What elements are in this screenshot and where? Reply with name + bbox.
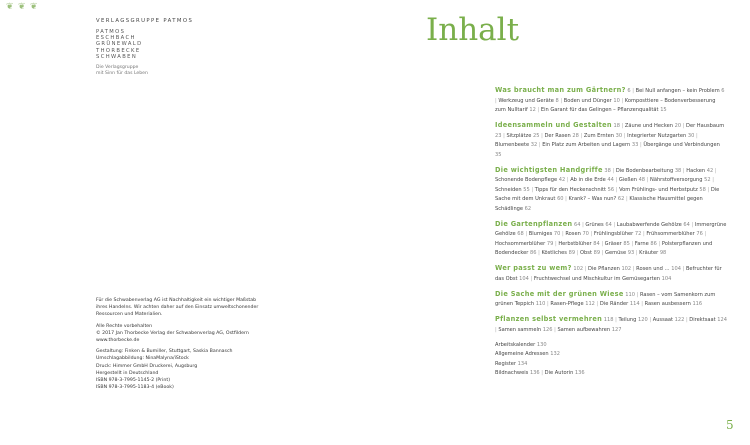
separator: | <box>563 196 569 202</box>
page-ref: 68 <box>517 231 524 237</box>
page-ref: 136 <box>574 370 585 376</box>
separator: | <box>634 291 640 298</box>
toc-entry: Farne <box>634 240 649 247</box>
page-ref: 42 <box>706 167 714 174</box>
separator: | <box>594 301 600 307</box>
separator: | <box>656 240 662 247</box>
page-ref: 35 <box>495 151 502 158</box>
toc-entry: Hacken <box>686 167 706 174</box>
toc-entry: Blumenbeete <box>495 142 530 148</box>
page-ref: 48 <box>638 177 646 183</box>
separator: | <box>681 167 687 174</box>
separator: | <box>560 231 566 237</box>
separator: | <box>575 250 581 256</box>
separator: | <box>629 240 635 247</box>
toc-entry: Frühlingsblüher <box>593 231 634 237</box>
table-of-contents <box>495 86 727 379</box>
colophon <box>96 297 276 395</box>
toc-entry: Tipps für den Heckenschnitt <box>534 186 606 193</box>
toc-entry: Der Hausbaum <box>686 123 725 129</box>
toc-entry: Grünes <box>585 221 604 228</box>
page-ref: 104 <box>671 266 681 272</box>
toc-entry: Komposttiere – Bodenverbesserung zum Nulltarif <box>495 97 716 113</box>
page-ref: 12 <box>529 107 536 113</box>
page-ref: 70 <box>582 231 589 237</box>
toc-entry: Rasen-Pflege <box>550 301 584 307</box>
toc-entry: Bildnachweis <box>495 370 529 376</box>
imprint-item: ESCHBACH <box>96 35 136 42</box>
page-ref: 42 <box>558 177 566 183</box>
page-ref: 118 <box>603 317 614 323</box>
separator: | <box>599 240 605 247</box>
page-ref: 44 <box>607 177 614 183</box>
separator: | <box>495 326 499 333</box>
separator: | <box>638 142 644 148</box>
page-ref: 122 <box>674 317 685 323</box>
appendix-line <box>495 341 727 351</box>
page-ref: 28 <box>572 132 579 139</box>
page-ref: 10 <box>613 97 620 104</box>
toc-entry: Arbeitskalender <box>495 341 536 348</box>
page-ref: 84 <box>593 240 600 247</box>
toc-entry: Immergrüne Gehölze <box>495 221 727 237</box>
toc-entry: Fruchtwechsel und Mischkultur im Gemüsegarten <box>533 275 660 282</box>
toc-entry: Die Pflanzen <box>588 266 620 272</box>
credit-line: ISBN 978-3-7995-1145-2 (Print) <box>96 378 171 384</box>
toc-entry: Aussaat <box>652 317 673 323</box>
credits <box>96 348 276 391</box>
appendix-line <box>495 360 727 370</box>
toc-entry: Die Ränder <box>599 301 629 307</box>
toc-section <box>495 166 727 215</box>
publisher-name: VERLAGSGRUPPE PATMOS <box>96 18 194 24</box>
page-ref: 104 <box>661 275 672 282</box>
toc-entry: Die Bodenbearbeitung <box>615 167 674 174</box>
toc-entry: Gießen <box>618 177 637 183</box>
toc-entry: Ein Platz zum Arbeiten und Lagern <box>542 142 631 148</box>
page-ref: 102 <box>621 266 632 272</box>
page-ref: 79 <box>546 240 554 247</box>
page-ref: 134 <box>517 360 528 367</box>
toc-entry: Rasen – vom Samenkorn zum grünen Teppich <box>495 291 716 307</box>
imprint-list <box>96 29 296 60</box>
imprint-item: SCHWABEN <box>96 53 138 60</box>
page-ref: 110 <box>625 291 635 298</box>
toc-entry: Die Autorin <box>544 370 574 376</box>
page-ref: 136 <box>529 370 540 376</box>
toc-entry: Hochsommerblüher <box>495 240 546 247</box>
toc-entry: Ab in die Erde <box>570 177 606 183</box>
leaf-icon: ❦ <box>18 2 26 12</box>
page-ref: 98 <box>659 250 667 256</box>
page-ref: 62 <box>617 196 625 202</box>
page-ref: 116 <box>692 301 703 307</box>
page-ref: 60 <box>557 196 564 202</box>
appendix-line <box>495 350 727 360</box>
toc-entry: Obst <box>580 250 592 256</box>
page-ref: 70 <box>553 231 561 237</box>
separator: | <box>713 167 717 174</box>
page-ref: 23 <box>495 132 502 139</box>
page-ref: 6 <box>627 88 631 94</box>
page-ref: 56 <box>607 186 615 193</box>
separator: | <box>565 177 571 183</box>
leaf-ornament <box>6 2 40 12</box>
toc-section <box>495 290 727 310</box>
page-ref: 38 <box>674 167 682 174</box>
toc-entry: Direktsaat <box>689 317 716 323</box>
toc-entry: Köstliches <box>541 250 567 256</box>
separator: | <box>583 266 589 272</box>
separator: | <box>681 123 687 129</box>
section-heading: Die Gartenpflanzen <box>495 219 573 228</box>
page-ref: 102 <box>573 266 584 272</box>
toc-section <box>495 121 727 160</box>
page-ref: 30 <box>687 132 695 139</box>
toc-entry: Rosen und … <box>636 266 670 272</box>
separator: | <box>705 186 711 193</box>
imprint-item: THORBECKE <box>96 47 141 54</box>
toc-entry: Gemüse <box>605 250 627 256</box>
publisher-tagline <box>96 65 296 77</box>
page-ref: 127 <box>611 326 622 333</box>
page-ref: 33 <box>631 142 639 148</box>
page-ref: 20 <box>674 123 682 129</box>
imprint-item: PATMOS <box>96 29 126 35</box>
separator: | <box>578 132 584 139</box>
section-heading: Die wichtigsten Handgriffe <box>495 165 603 174</box>
toc-entry: Rasen ausbessern <box>644 301 691 307</box>
page-ref: 114 <box>629 301 640 307</box>
toc-entry: Teilung <box>618 317 637 323</box>
colophon-line: Ressourcen und Materialien. <box>96 312 163 318</box>
page-ref: 104 <box>519 275 529 282</box>
separator: | <box>619 97 625 104</box>
separator: | <box>535 107 541 113</box>
page-ref: 112 <box>585 301 595 307</box>
toc-entry: Übergänge und Verbindungen <box>643 142 720 148</box>
leaf-icon: ❦ <box>6 2 14 12</box>
toc-entry: Nährstoffversorgung <box>650 177 703 183</box>
toc-section <box>495 86 727 116</box>
credit-line: Hergestellt in Deutschland <box>96 370 159 376</box>
section-heading: Die Sache mit der grünen Wiese <box>495 289 624 298</box>
toc-entry: Integrierter Nutzgarten <box>627 132 687 139</box>
separator: | <box>630 88 636 94</box>
toc-entry: Blumiges <box>528 231 553 237</box>
toc-entry: Frühsommerblüher <box>646 231 695 237</box>
rights-note <box>96 323 276 345</box>
separator: | <box>694 132 698 139</box>
separator: | <box>613 317 619 323</box>
toc-section <box>495 264 727 284</box>
page-ref: 30 <box>615 132 623 139</box>
separator: | <box>689 221 695 228</box>
separator: | <box>539 370 545 376</box>
toc-entry: Boden und Dünger <box>563 97 612 104</box>
separator: | <box>702 231 707 237</box>
page-ref: 64 <box>605 221 612 228</box>
toc-entry: Rosen <box>565 231 581 237</box>
toc-entry: Kräuter <box>639 250 659 256</box>
toc-entry: Allgemeine Adressen <box>495 351 549 357</box>
page-ref: 64 <box>683 221 690 228</box>
toc-entry: Schneiden <box>495 186 522 193</box>
publisher-block <box>96 18 296 77</box>
appendix-list <box>495 341 727 379</box>
toc-entry: Samen aufbewahren <box>557 326 611 333</box>
separator: | <box>611 221 617 228</box>
toc-entry: Register <box>495 360 516 367</box>
page-ref: 15 <box>660 107 667 113</box>
toc-entry: Polsterpflanzen und Bodendecker <box>495 240 713 256</box>
credit-line: Druck: Himmer GmbH Druckerei, Augsburg <box>96 363 198 369</box>
separator: | <box>536 250 542 256</box>
page-ref: 89 <box>593 250 601 256</box>
colophon-line: © 2017 Jan Thorbecke Verlag der Schwabenverlag AG, Ostfildern <box>96 330 249 336</box>
toc-entry: Samen sammeln <box>498 326 542 333</box>
page-ref: 55 <box>523 186 530 193</box>
page-ref: 76 <box>696 231 703 237</box>
toc-entry: Die Sache mit dem Unkraut <box>495 186 720 202</box>
separator: | <box>580 221 586 228</box>
toc-entry: Sitzplätze <box>506 132 532 139</box>
separator: | <box>600 250 606 256</box>
credit-line: Gestaltung: Finken & Bumiller, Stuttgart, Saskia Bannasch <box>96 349 233 355</box>
page-ref: 25 <box>532 132 540 139</box>
page-ref: 86 <box>650 240 657 247</box>
page-ref: 38 <box>604 167 611 174</box>
separator: | <box>495 97 499 104</box>
separator: | <box>537 142 543 148</box>
separator: | <box>545 301 551 307</box>
page-ref: 110 <box>535 301 546 307</box>
tagline-line: Die Verlagsgruppe <box>96 65 139 71</box>
separator: | <box>528 275 534 282</box>
page-ref: 52 <box>704 177 711 183</box>
page-ref: 126 <box>542 326 553 333</box>
page-ref: 8 <box>555 97 559 104</box>
toc-entry: Bei Null anfangen – kein Problem <box>635 88 720 94</box>
separator: | <box>588 231 594 237</box>
separator: | <box>710 177 714 183</box>
toc-entry: Vom Frühlings- und Herbstputz <box>619 186 698 193</box>
colophon-line: Alle Rechte vorbehalten <box>96 323 153 329</box>
page-ref: 132 <box>550 351 560 357</box>
page-ref: 85 <box>623 240 630 247</box>
toc-entry: Schonende Bodenpflege <box>495 177 558 183</box>
separator: | <box>641 231 647 237</box>
page-ref: 18 <box>613 123 620 129</box>
toc-entry: Ein Garant für das Gelingen – Pflanzenqualität <box>540 107 659 113</box>
toc-entry: Laubabwerfende Gehölze <box>616 221 682 228</box>
page-ref: 58 <box>699 186 706 193</box>
separator: | <box>614 186 620 193</box>
colophon-line: ihres Handelns. Wir achten daher auf den Einsatz umweltschonender <box>96 305 259 311</box>
page-title: Inhalt <box>426 12 520 48</box>
separator: | <box>645 177 651 183</box>
toc-section <box>495 220 727 259</box>
separator: | <box>539 132 545 139</box>
separator: | <box>619 123 625 129</box>
page-ref: 64 <box>573 221 581 228</box>
separator: | <box>631 266 637 272</box>
sustainability-note <box>96 297 276 319</box>
appendix-line <box>495 369 727 379</box>
page-ref: 89 <box>568 250 576 256</box>
toc-entry: Klassische Hausmittel gegen Schädlinge <box>495 196 703 212</box>
separator: | <box>647 317 653 323</box>
toc-entry: Der Rasen <box>544 132 571 139</box>
separator: | <box>552 326 558 333</box>
page-ref: 62 <box>524 205 532 212</box>
page-ref: 124 <box>717 317 727 323</box>
separator: | <box>639 301 645 307</box>
section-heading: Wer passt zu wem? <box>495 264 572 272</box>
page-ref: 72 <box>634 231 642 237</box>
leaf-icon: ❦ <box>30 2 38 12</box>
page-ref: 130 <box>536 341 547 348</box>
toc-entry: Befruchter für das Obst <box>495 266 722 282</box>
colophon-line: www.thorbecke.de <box>96 338 140 344</box>
toc-entry: Gräser <box>604 240 622 247</box>
separator: | <box>680 266 686 272</box>
page-ref: 32 <box>530 142 538 148</box>
separator: | <box>610 167 616 174</box>
separator: | <box>523 231 529 237</box>
separator: | <box>553 240 559 247</box>
separator: | <box>634 250 640 256</box>
section-heading: Ideensammeln und Gestalten <box>495 121 612 129</box>
toc-entry: Werkzeug und Geräte <box>498 97 554 104</box>
tagline-line: mit Sinn für das Leben <box>96 71 148 77</box>
credit-line: Umschlagabbildung: NinaMalyna/iStock <box>96 356 189 362</box>
separator: | <box>501 132 507 139</box>
separator: | <box>684 317 690 323</box>
toc-entry: Zäune und Hecken <box>624 123 673 129</box>
toc-entry: Zum Ernten <box>583 132 614 139</box>
page-ref: 6 <box>721 88 725 94</box>
toc-entry: Krank? – Was nun? <box>568 196 617 202</box>
section-heading: Was braucht man zum Gärtnern? <box>495 86 626 94</box>
separator: | <box>622 132 628 139</box>
toc-entry: Herbstblüher <box>558 240 592 247</box>
toc-section <box>495 315 727 335</box>
separator: | <box>613 177 619 183</box>
section-heading: Pflanzen selbst vermehren <box>495 315 603 323</box>
page-ref: 93 <box>627 250 635 256</box>
page-number: 5 <box>726 418 734 432</box>
separator: | <box>529 186 535 193</box>
imprint-item: GRÜNEWALD <box>96 41 143 48</box>
separator: | <box>558 97 564 104</box>
page-ref: 120 <box>638 317 648 323</box>
page-ref: 86 <box>530 250 537 256</box>
credit-line: ISBN 978-3-7995-1183-4 (eBook) <box>96 385 174 391</box>
colophon-line: Für die Schwabenverlag AG ist Nachhaltigkeit ein wichtiger Maßstab <box>96 298 257 303</box>
separator: | <box>624 196 630 202</box>
